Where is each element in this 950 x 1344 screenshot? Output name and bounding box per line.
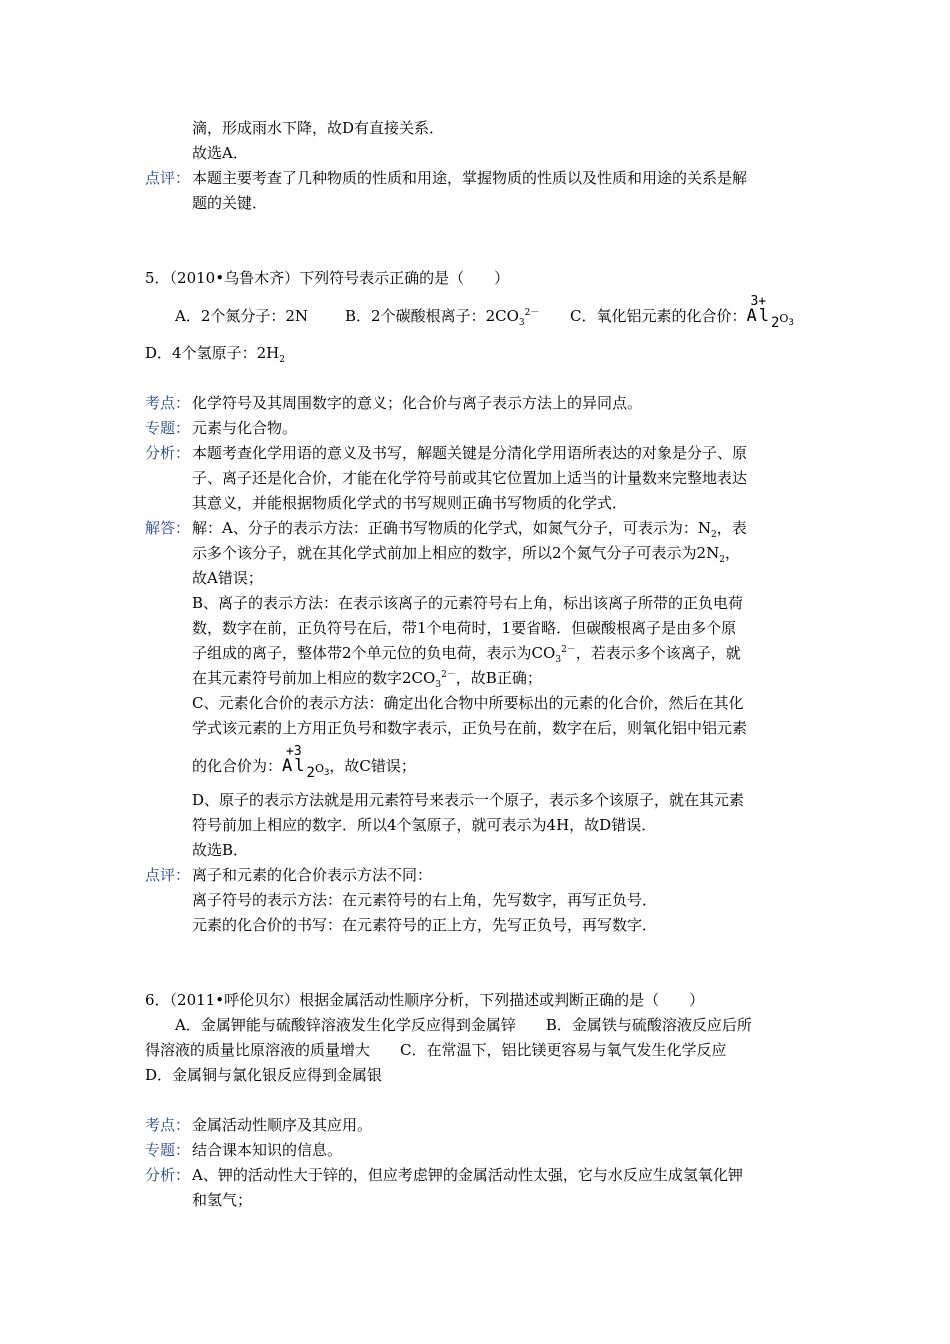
fenxi-label: 分析： [145,1166,191,1184]
options-line: A．金属钾能与硫酸锌溶液发生化学反应得到金属锌 B．金属铁与硫酸溶液反应后所 [175,1016,752,1034]
text-line: B、离子的表示方法：在表示该离子的元素符号右上角，标出该离子所带的正负电荷 [192,594,744,612]
text-line: 其意义，并能根据物质化学式的书写规则正确书写物质的化学式． [192,494,628,512]
text-line: 金属活动性顺序及其应用。 [192,1116,373,1134]
text-line: 的化合价为： +3 $Al2O_3$，故C错误； [192,744,416,781]
text-line: 题的关键． [192,194,268,212]
text-line: 元素的化合价的书写：在元素符号的正上方，先写正负号，再写数字． [192,916,658,934]
text-line: 本题主要考查了几种物质的性质和用途，掌握物质的性质以及性质和用途的关系是解 [192,169,748,187]
formula-al2o3: 3+ $Al2O_3$ [746,294,794,331]
text-line: A、钾的活动性大于锌的，但应考虑钾的金属活动性太强，它与水反应生成氢氧化钾 [192,1166,743,1184]
formula-al2o3-valence: +3 $Al2O_3$ [282,744,330,781]
text-line: 数，数字在前，正负符号在后，带1个电荷时，1要省略．但碳酸根离子是由多个原 [192,619,737,637]
fenxi-label: 分析： [145,444,191,462]
zhuanti-label: 专题： [145,419,191,437]
question-5-stem: 5．（2010•乌鲁木齐）下列符号表示正确的是（ ） [145,269,510,287]
comment-label: 点评： [145,169,191,187]
text-line: 元素与化合物。 [192,419,298,437]
text-line: 离子和元素的化合价表示方法不同： [192,866,433,884]
options-line: D．金属铜与氯化银反应得到金属银 [145,1066,383,1084]
jieda-label: 解答： [145,519,191,537]
text-line: 滴，形成雨水下降，故D有直接关系． [192,119,445,137]
text-line: C、元素化合价的表示方法：确定出化合物中所要标出的元素的化合价，然后在其化 [192,694,744,712]
text-line: 故选B． [192,841,249,859]
text-line: 故选A． [192,144,248,162]
text-line: 结合课本知识的信息。 [192,1141,343,1159]
text-line: 解：A、分子的表示方法：正确书写物质的化学式，如氮气分子，可表示为：$N_2$，表 [192,519,747,540]
text-line: D、原子的表示方法就是用元素符号来表示一个原子，表示多个该原子，就在其元素 [192,791,745,809]
kaodian-label: 考点： [145,1116,191,1134]
option-c: C．氧化铝元素的化合价： 3+ $Al2O_3$ [570,294,794,331]
dianping-label: 点评： [145,866,191,884]
option-d: D．4个氢原子：$2H_2$ [145,344,285,365]
text-line: 符号前加上相应的数字．所以4个氢原子，就可表示为4H，故D错误． [192,816,657,834]
option-a: A．2个氮分子：2N [175,307,309,325]
text-line: 子组成的离子，整体带2个单元位的负电荷，表示为$CO_3^{2-}$，若表示多个该离子，就 [192,644,741,665]
text-line: 故A错误； [192,569,263,587]
text-line: 在其元素符号前加上相应的数字$2CO_3^{2-}$，故B正确； [192,669,542,690]
text-line: 子、离子还是化合价，才能在化学符号前或其它位置加上适当的计量数来完整地表达 [192,469,748,487]
text-line: 和氢气； [192,1191,253,1209]
option-b: B．2个碳酸根离子：$2CO_3^{2-}$ [345,307,540,328]
text-line: 示多个该分子，就在其化学式前加上相应的数字，所以2个氮气分子可表示为$2N_2$， [192,544,740,565]
zhuanti-label: 专题： [145,1141,191,1159]
text-line: 离子符号的表示方法：在元素符号的右上角，先写数字，再写正负号． [192,891,658,909]
kaodian-label: 考点： [145,394,191,412]
question-6-stem: 6．（2011•呼伦贝尔）根据金属活动性顺序分析，下列描述或判断正确的是（ ） [145,991,705,1009]
text-line: 本题考查化学用语的意义及书写，解题关键是分清化学用语所表达的对象是分子、原 [192,444,748,462]
text-line: 学式该元素的上方用正负号和数字表示，正负号在前，数字在后，则氧化铝中铝元素 [192,719,748,737]
text-line: 化学符号及其周围数字的意义；化合价与离子表示方法上的异同点。 [192,394,643,412]
options-line: 得溶液的质量比原溶液的质量增大 C．在常温下，铝比镁更容易与氧气发生化学反应 [145,1041,727,1059]
